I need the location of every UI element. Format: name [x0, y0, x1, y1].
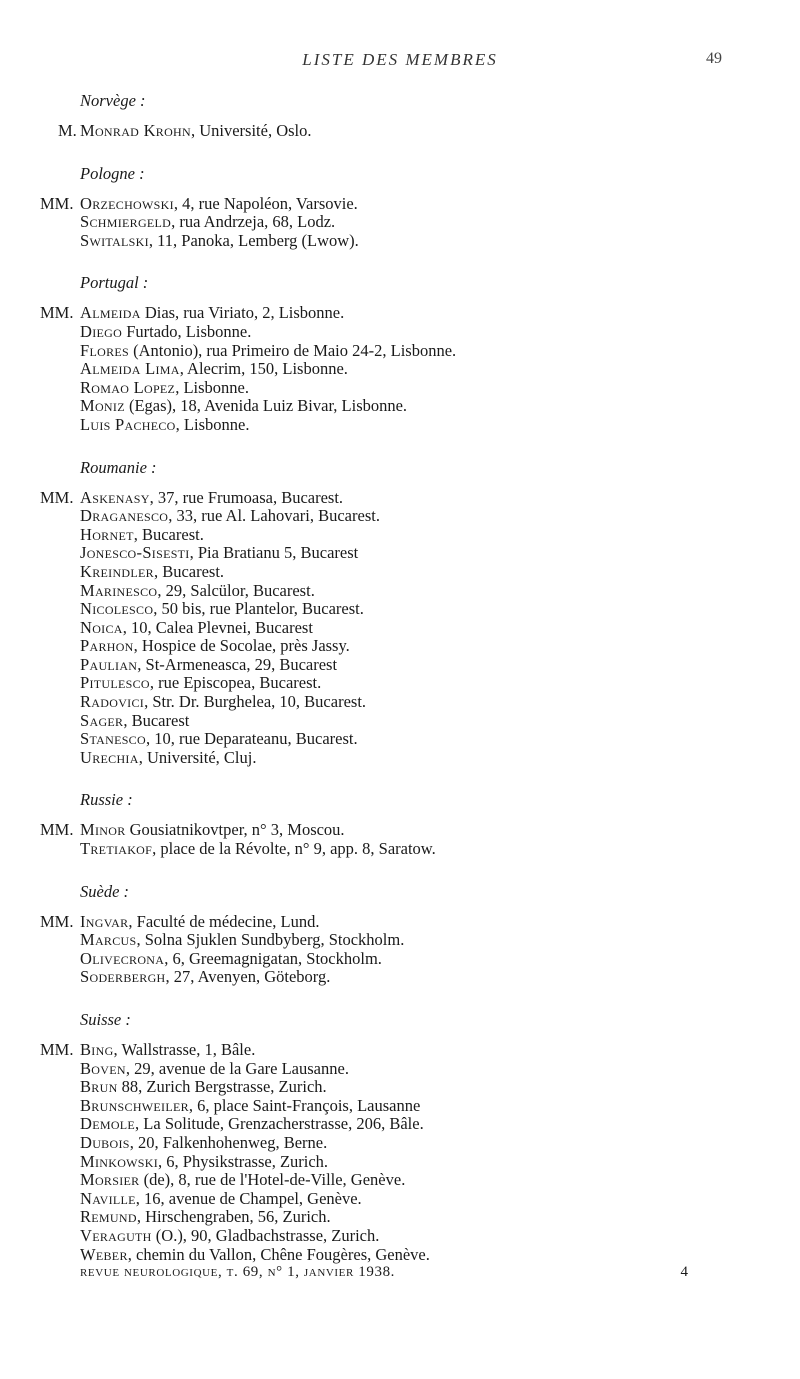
member-entry	[0, 323, 800, 342]
member-name: Remund	[80, 1207, 137, 1227]
member-address: Furtado, Lisbonne.	[122, 321, 252, 341]
member-name: Almeida	[80, 303, 141, 323]
country-section	[0, 789, 800, 880]
member-address: , place de la Révolte, n° 9, app. 8, Saratow.	[152, 839, 436, 859]
member-entry	[0, 1227, 800, 1246]
member-entry	[0, 1078, 800, 1097]
member-entry	[0, 1246, 800, 1265]
member-entry	[0, 342, 800, 361]
member-name: Sager	[80, 710, 124, 730]
member-address: , 29, avenue de la Gare Lausanne.	[125, 1058, 349, 1078]
member-name: Schmiergeld	[80, 212, 172, 232]
member-entry	[0, 213, 800, 232]
member-address: , Lisbonne.	[175, 414, 250, 434]
country-heading: Russie :	[80, 790, 133, 810]
member-address: , 27, Avenyen, Göteborg.	[165, 967, 331, 987]
member-address: , 6, place Saint-François, Lausanne	[188, 1095, 421, 1115]
member-name: Nicolesco	[80, 599, 154, 619]
salutation: MM.	[40, 820, 74, 840]
member-name: Minkowski	[80, 1151, 159, 1171]
member-name: Dubois	[80, 1132, 130, 1152]
member-name: Switalski	[80, 230, 149, 250]
member-name: Draganesco	[80, 506, 169, 526]
member-name: Orzechowski	[80, 193, 174, 213]
member-name: Almeida Lima	[80, 359, 180, 379]
member-name: Hornet	[80, 524, 134, 544]
member-name: Bing	[80, 1040, 114, 1059]
member-name: Askenasy	[80, 487, 150, 507]
member-list	[0, 90, 800, 1286]
salutation: MM.	[40, 487, 74, 507]
member-address: , 37, rue Frumoasa, Bucarest.	[149, 487, 344, 507]
member-entry	[0, 1153, 800, 1172]
salutation: M.	[58, 121, 77, 140]
member-name: Veraguth	[80, 1225, 152, 1245]
member-entry	[0, 195, 800, 214]
member-address: , Bucarest	[123, 710, 190, 730]
member-name: Ingvar	[80, 911, 129, 931]
member-name: Morsier	[80, 1170, 140, 1190]
member-address: , St-Armeneasca, 29, Bucarest	[137, 654, 338, 674]
member-address: , Faculté de médecine, Lund.	[128, 911, 320, 931]
member-address: 88, Zurich Bergstrasse, Zurich.	[117, 1077, 327, 1097]
member-entry	[0, 1097, 800, 1116]
member-entry	[0, 1041, 800, 1060]
member-address: , 10, Calea Plevnei, Bucarest	[122, 617, 313, 637]
member-name: Brun	[80, 1077, 118, 1097]
member-name: Jonesco-Sisesti	[80, 543, 190, 563]
member-address: , Hospice de Socolae, près Jassy.	[133, 636, 350, 656]
country-heading: Suède :	[80, 881, 130, 901]
salutation: MM.	[40, 911, 74, 931]
member-address: , rua Andrzeja, 68, Lodz.	[171, 212, 336, 232]
member-address: , 50 bis, rue Plantelor, Bucarest.	[153, 599, 364, 619]
member-name: Luis Pacheco	[80, 414, 176, 434]
member-entry	[0, 507, 800, 526]
member-name: Noica	[80, 617, 123, 637]
section-gap	[0, 250, 800, 272]
member-entry	[0, 1115, 800, 1134]
section-gap	[0, 767, 800, 789]
member-entry	[0, 122, 800, 141]
footer-sheet-number: 4	[680, 1264, 688, 1280]
member-address: , Pia Bratianu 5, Bucarest	[189, 543, 359, 563]
member-entry	[0, 1208, 800, 1227]
member-name: Marcus	[80, 930, 137, 950]
member-name: Weber	[80, 1244, 128, 1264]
member-name: Moniz	[80, 396, 125, 416]
member-address: (Antonio), rua Primeiro de Maio 24-2, Lisbonne.	[128, 340, 457, 360]
member-address: , 16, avenue de Champel, Genève.	[135, 1188, 362, 1208]
member-address: , Université, Cluj.	[138, 747, 257, 767]
member-address: , chemin du Vallon, Chêne Fougères, Genève.	[127, 1244, 430, 1264]
member-name: Urechia	[80, 747, 139, 767]
member-entry	[0, 913, 800, 932]
member-name: Marinesco	[80, 580, 158, 600]
section-gap	[0, 435, 800, 457]
member-entry	[0, 637, 800, 656]
country-heading: Norvège :	[80, 91, 146, 110]
page-footer	[0, 1264, 800, 1286]
member-address: , La Solitude, Grenzacherstrasse, 206, Bâle.	[135, 1114, 424, 1134]
member-entry	[0, 656, 800, 675]
member-entry	[0, 619, 800, 638]
member-entry	[0, 749, 800, 768]
country-heading: Pologne :	[80, 163, 145, 183]
member-address: , 6, Physikstrasse, Zurich.	[158, 1151, 329, 1171]
member-address: , 33, rue Al. Lahovari, Bucarest.	[168, 506, 380, 526]
country-section	[0, 1009, 800, 1286]
member-address: , 10, rue Deparateanu, Bucarest.	[145, 729, 358, 749]
member-name: Parhon	[80, 636, 134, 656]
member-name: Demole	[80, 1114, 136, 1134]
member-entry	[0, 730, 800, 749]
member-address: , Wallstrasse, 1, Bâle.	[113, 1040, 256, 1059]
member-entry	[0, 1190, 800, 1209]
member-name: Naville	[80, 1188, 136, 1208]
member-address: , Bucarest.	[133, 524, 204, 544]
member-name: Tretiakof	[80, 839, 153, 859]
member-entry	[0, 968, 800, 987]
member-entry	[0, 526, 800, 545]
member-name: Minor	[80, 820, 126, 840]
section-gap	[0, 141, 800, 163]
member-address: , Hirschengraben, 56, Zurich.	[136, 1207, 331, 1227]
member-entry	[0, 489, 800, 508]
member-address: , 20, Falkenhohenweg, Berne.	[129, 1132, 328, 1152]
member-entry	[0, 840, 800, 859]
member-address: , 29, Salcülor, Bucarest.	[157, 580, 315, 600]
member-name: Flores	[80, 340, 129, 360]
member-name: Boven	[80, 1058, 126, 1078]
member-address: , Str. Dr. Burghelea, 10, Bucarest.	[144, 692, 367, 712]
salutation: MM.	[40, 193, 74, 213]
country-section	[0, 163, 800, 273]
member-entry	[0, 360, 800, 379]
member-name: Kreindler	[80, 561, 154, 581]
member-entry	[0, 582, 800, 601]
member-entry	[0, 693, 800, 712]
member-address: (de), 8, rue de l'Hotel-de-Ville, Genève.	[139, 1170, 406, 1190]
member-address: Gousiatnikovtper, n° 3, Moscou.	[125, 820, 345, 840]
member-address: , Solna Sjuklen Sundbyberg, Stockholm.	[136, 930, 405, 950]
footer-journal-citation: revue neurologique, t. 69, n° 1, janvier 1938.	[80, 1264, 396, 1280]
salutation: MM.	[40, 303, 74, 323]
member-entry	[0, 1060, 800, 1079]
member-entry	[0, 397, 800, 416]
member-name: Pitulesco	[80, 673, 150, 693]
member-entry	[0, 563, 800, 582]
member-entry	[0, 1134, 800, 1153]
member-address: , 6, Greemagnigatan, Stockholm.	[164, 948, 382, 968]
country-section	[0, 272, 800, 456]
country-section	[0, 881, 800, 1009]
country-heading: Portugal :	[80, 273, 149, 293]
member-name: Radovici	[80, 692, 145, 712]
member-name: Stanesco	[80, 729, 146, 749]
member-name: Brunschweiler	[80, 1095, 189, 1115]
member-address: Dias, rua Viriato, 2, Lisbonne.	[140, 303, 345, 323]
member-address: (Egas), 18, Avenida Luiz Bivar, Lisbonne.	[124, 396, 408, 416]
section-gap	[0, 859, 800, 881]
member-address: , 4, rue Napoléon, Varsovie.	[173, 193, 358, 213]
running-header	[0, 50, 800, 72]
member-entry	[0, 674, 800, 693]
member-address: , Bucarest.	[153, 561, 225, 581]
member-entry	[0, 232, 800, 251]
running-title: LISTE DES MEMBRES	[302, 50, 498, 69]
country-section	[0, 457, 800, 790]
member-entry	[0, 304, 800, 323]
country-heading: Suisse :	[80, 1010, 131, 1029]
member-entry	[0, 950, 800, 969]
member-name: Romao Lopez	[80, 377, 176, 397]
member-address: , 11, Panoka, Lemberg (Lwow).	[148, 230, 359, 250]
member-entry	[0, 544, 800, 563]
member-entry	[0, 416, 800, 435]
member-address: , Alecrim, 150, Lisbonne.	[179, 359, 348, 379]
member-entry	[0, 821, 800, 840]
member-name: Soderbergh	[80, 967, 166, 987]
member-entry	[0, 379, 800, 398]
page-number: 49	[706, 50, 722, 67]
member-name: Diego	[80, 321, 123, 341]
member-entry	[0, 600, 800, 619]
country-section	[0, 90, 800, 163]
salutation: MM.	[40, 1040, 74, 1059]
member-entry	[0, 712, 800, 731]
member-entry	[0, 931, 800, 950]
country-heading: Roumanie :	[80, 457, 157, 477]
section-gap	[0, 987, 800, 1009]
member-address: , Université, Oslo.	[190, 121, 312, 140]
member-address: (O.), 90, Gladbachstrasse, Zurich.	[151, 1225, 380, 1245]
member-address: , rue Episcopea, Bucarest.	[149, 673, 322, 693]
member-entry	[0, 1171, 800, 1190]
member-name: Paulian	[80, 654, 138, 674]
member-name: Olivecrona	[80, 948, 165, 968]
member-name: Monrad Krohn	[80, 121, 191, 140]
member-address: , Lisbonne.	[175, 377, 249, 397]
